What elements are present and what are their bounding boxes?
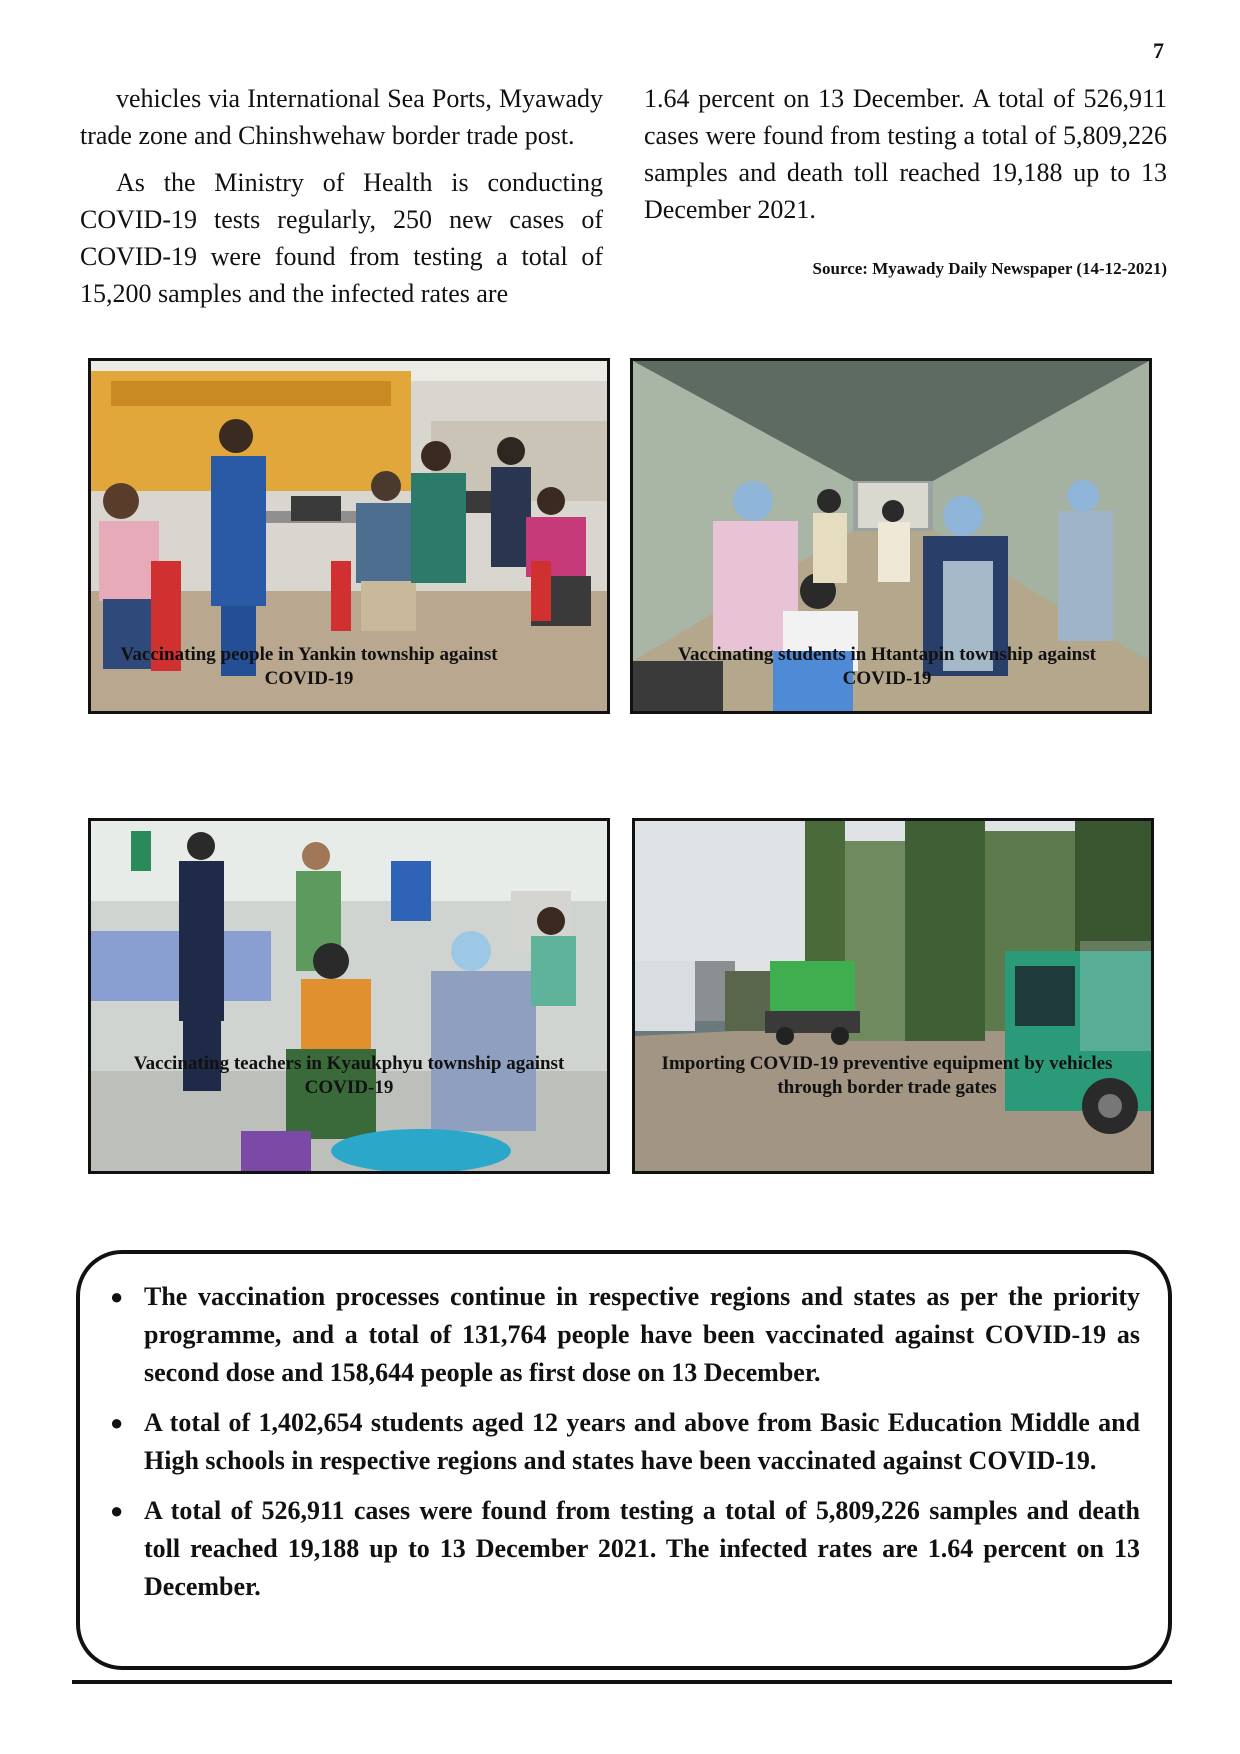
bullet-icon: ● xyxy=(110,1498,124,1523)
article-right-column xyxy=(644,80,1167,297)
page-number: 7 xyxy=(1153,38,1164,63)
photo-caption: Vaccinating teachers in Kyaukphyu township against COVID-19 xyxy=(133,1053,565,1098)
summary-item: ● A total of 526,911 cases were found from testing a total of 5,809,226 samples and death toll reached 19,188 up to 13 December 2021. The infected rates are 1.64 percent on 13 December. xyxy=(110,1492,1140,1606)
bullet-icon: ● xyxy=(110,1410,124,1435)
article-paragraph: 1.64 percent on 13 December. A total of 526,911 cases were found from testing a total of 5,809,226 samples and death toll reached 19,188 up to 13 December 2021. xyxy=(644,84,1167,224)
summary-list xyxy=(110,1278,1140,1606)
photo-caption: Importing COVID-19 preventive equipment by vehicles through border trade gates xyxy=(661,1053,1113,1098)
source-note: Source: Myawady Daily Newspaper (14-12-2021) xyxy=(812,259,1167,278)
photo-kyaukphyu-vaccination xyxy=(88,818,610,1174)
summary-box xyxy=(76,1250,1172,1670)
article-paragraph: vehicles via International Sea Ports, Myawady trade zone and Chinshwehaw border trade post. xyxy=(80,84,603,150)
photo-border-trade-vehicles xyxy=(632,818,1154,1174)
footer-rule xyxy=(72,1680,1172,1684)
photo-caption: Vaccinating students in Htantapin township against COVID-19 xyxy=(678,644,1096,689)
summary-item: ● A total of 1,402,654 students aged 12 years and above from Basic Education Middle and High schools in respective regions and states have been vaccinated against COVID-19. xyxy=(110,1404,1140,1480)
summary-item: ● The vaccination processes continue in respective regions and states as per the priority programme, and a total of 131,764 people have been vaccinated against COVID-19 as second dose and 158,644 people as first dose on 13 December. xyxy=(110,1278,1140,1392)
article-left-column xyxy=(80,80,603,322)
article-paragraph: As the Ministry of Health is conducting COVID-19 tests regularly, 250 new cases of COVID-19 were found from testing a total of 15,200 samples and the infected rates are xyxy=(80,168,603,308)
photo-caption: Vaccinating people in Yankin township against COVID-19 xyxy=(120,644,498,689)
bullet-icon: ● xyxy=(110,1284,124,1309)
